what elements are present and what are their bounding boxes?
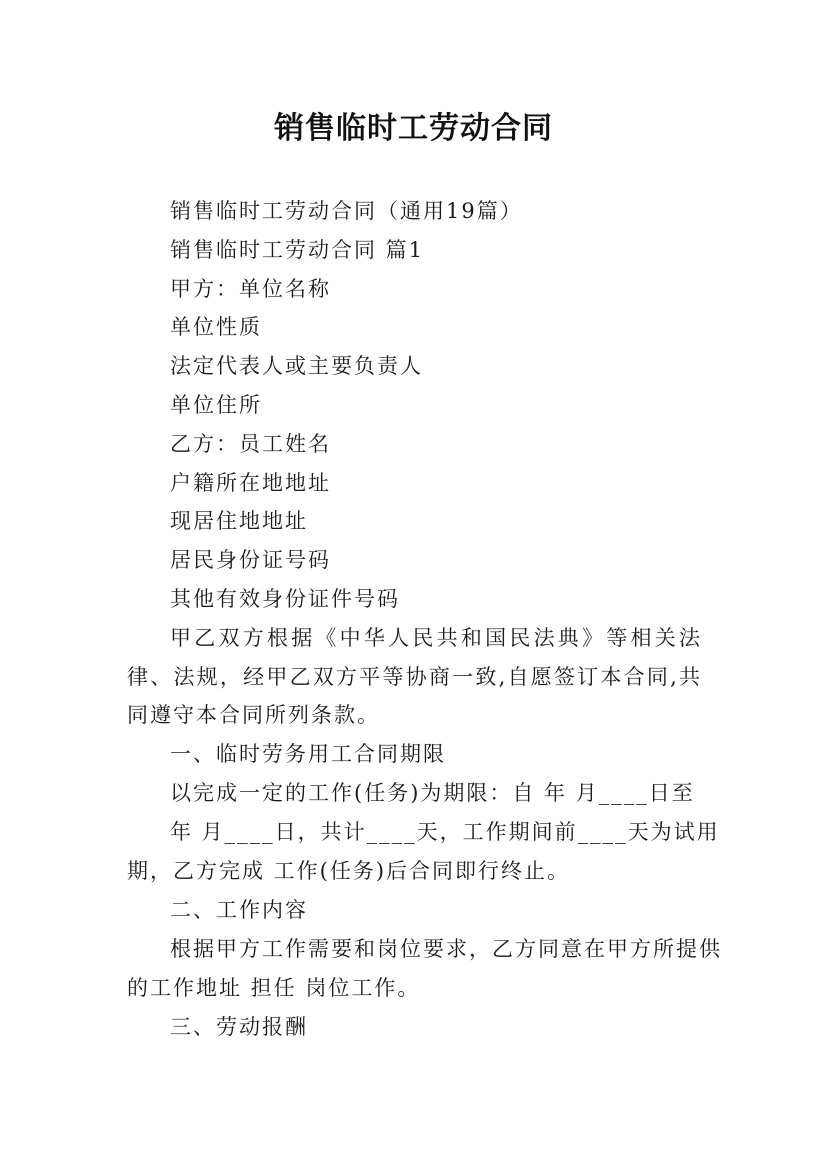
party-b-name: 乙方：员工姓名 (170, 432, 331, 456)
party-b-other-id: 其他有效身份证件号码 (170, 587, 400, 611)
party-b-household-address: 户籍所在地地址 (170, 471, 331, 495)
party-a-name: 甲方：单位名称 (170, 277, 331, 301)
clause2-line2: 的工作地址 担任 岗位工作。 (127, 976, 421, 1000)
document-subtitle: 销售临时工劳动合同（通用19篇） (170, 199, 523, 223)
clause3-heading: 三、劳动报酬 (170, 1015, 308, 1039)
clause2-line1: 根据甲方工作需要和岗位要求，乙方同意在甲方所提供 (170, 937, 722, 961)
party-b-current-address: 现居住地地址 (170, 509, 308, 533)
clause1-line3: 期，乙方完成 工作(任务)后合同即行终止。 (127, 859, 571, 883)
party-b-id-number: 居民身份证号码 (170, 548, 331, 572)
clause1-line1: 以完成一定的工作(任务)为期限：自 年 月____日至 (170, 781, 695, 805)
party-a-nature: 单位性质 (170, 315, 262, 339)
clause1-line2: 年 月____日，共计____天，工作期间前____天为试用 (170, 820, 720, 844)
section-heading: 销售临时工劳动合同 篇1 (170, 238, 425, 262)
clause2-heading: 二、工作内容 (170, 898, 308, 922)
party-a-address: 单位住所 (170, 393, 262, 417)
document-title: 销售临时工劳动合同 (274, 111, 553, 146)
clause1-heading: 一、临时劳务用工合同期限 (170, 742, 446, 766)
intro-paragraph: 甲乙双方根据《中华人民共和国民法典》等相关法律、法规，经甲乙双方平等协商一致,自愿签订本合同,共同遵守本合同所列条款。 (127, 626, 702, 727)
party-a-representative: 法定代表人或主要负责人 (170, 354, 423, 378)
